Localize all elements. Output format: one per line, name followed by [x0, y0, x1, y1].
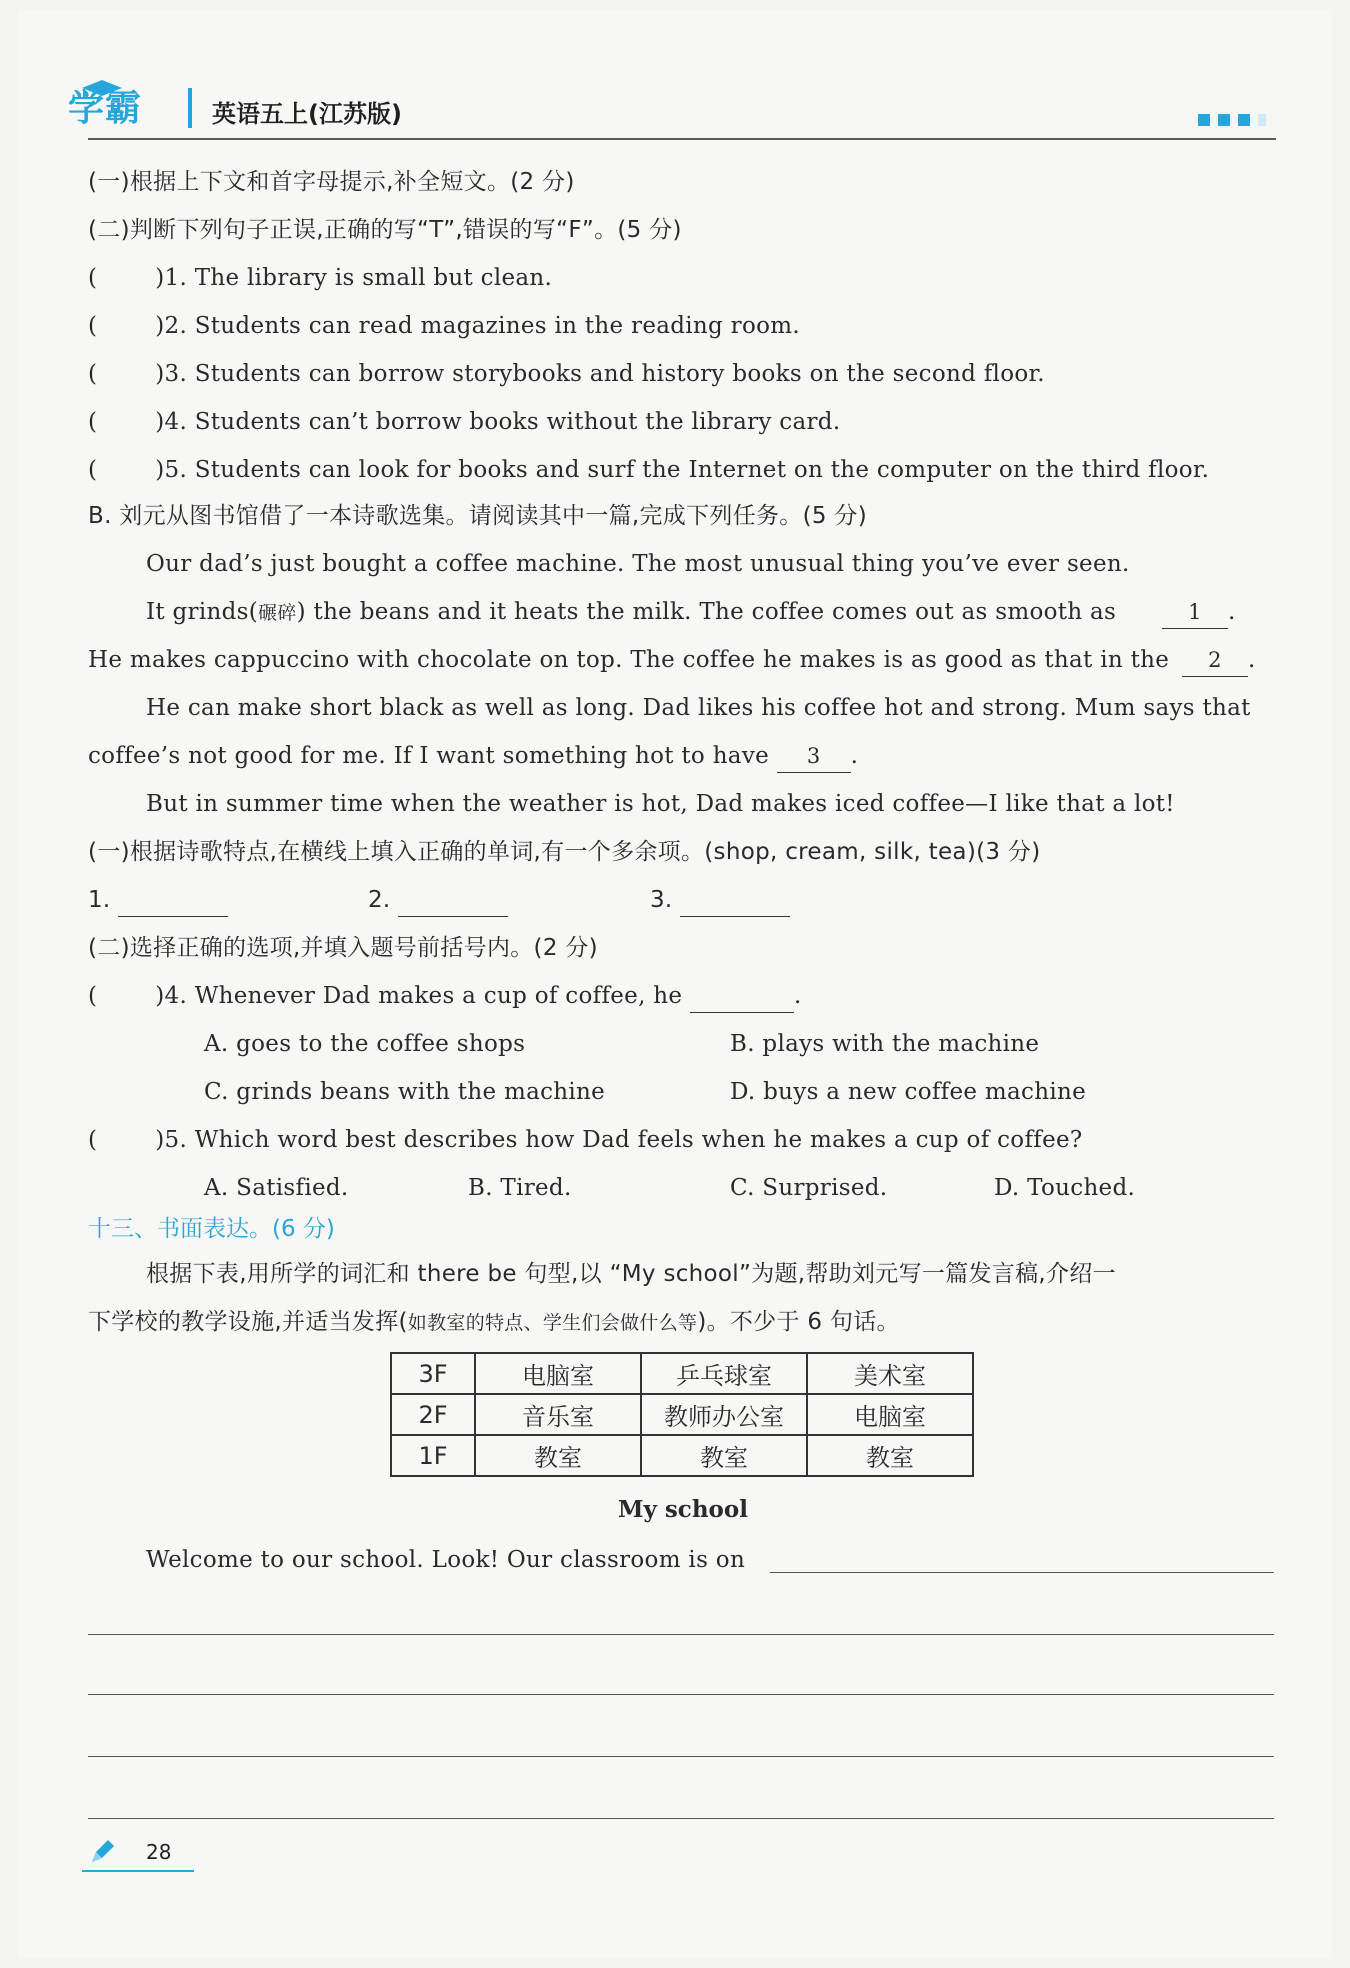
option[interactable]: C. Surprised.	[730, 1175, 888, 1201]
answer-paren[interactable]: (	[88, 313, 98, 339]
option[interactable]: B. plays with the machine	[730, 1031, 1040, 1057]
header-square-3	[1238, 114, 1250, 126]
facilities-table	[390, 1352, 974, 1477]
judge-text: )2. Students can read magazines in the reading room.	[155, 313, 800, 339]
page-number: 28	[146, 1840, 172, 1864]
header	[0, 0, 1350, 150]
option[interactable]: A. goes to the coffee shops	[204, 1031, 526, 1057]
writing-line[interactable]	[88, 1818, 1274, 1819]
writing-instruction: 下学校的教学设施,并适当发挥(如教室的特点、学生们会做什么等)。不少于 6 句话。	[88, 1309, 900, 1335]
instruction-true-false: (二)判断下列句子正误,正确的写“T”,错误的写“F”。(5 分)	[88, 217, 682, 243]
fill-blank-3[interactable]: 3	[777, 740, 851, 773]
answer-line-3[interactable]: 3.	[650, 884, 790, 917]
writing-line[interactable]	[88, 1694, 1274, 1695]
answer-line-1[interactable]: 1.	[88, 884, 228, 917]
question-5: ( )5. Which word best describes how Dad feels when he makes a cup of coffee?	[88, 1127, 1083, 1153]
writing-instruction: 根据下表,用所学的词汇和 there be 句型,以 “My school”为题,帮助刘元写一篇发言稿,介绍一	[146, 1261, 1116, 1287]
fill-blank-2[interactable]: 2 .	[1182, 644, 1256, 677]
option[interactable]: A. Satisfied.	[204, 1175, 349, 1201]
page-number-rule	[82, 1870, 194, 1872]
poem-line: It grinds(碾碎) the beans and it heats the milk. The coffee comes out as smooth as	[146, 599, 1117, 625]
header-square-1	[1198, 114, 1210, 126]
option[interactable]: B. Tired.	[468, 1175, 572, 1201]
gloss: 碾碎	[258, 602, 297, 624]
judge-item	[88, 358, 1045, 390]
answer-paren[interactable]: (	[88, 265, 98, 291]
essay-title: My school	[618, 1496, 748, 1523]
instruction-fill-blanks: (一)根据上下文和首字母提示,补全短文。(2 分)	[88, 169, 575, 195]
answer-paren[interactable]: (	[88, 409, 98, 435]
answer-paren[interactable]: (	[88, 457, 98, 483]
poem-line: He can make short black as well as long. Dad likes his coffee hot and strong. Mum says that	[146, 695, 1251, 721]
answer-line-2[interactable]: 2.	[368, 884, 508, 917]
table-row: 3F 电脑室 乒乓球室 美术室	[391, 1353, 973, 1394]
judge-item	[88, 454, 1209, 486]
poem-line: coffee’s not good for me. If I want something hot to have 3 .	[88, 740, 858, 773]
answer-paren[interactable]: (	[88, 361, 98, 387]
judge-text: )5. Students can look for books and surf the Internet on the computer on the third floor.	[155, 457, 1210, 483]
logo-divider	[188, 88, 192, 128]
header-square-2	[1218, 114, 1230, 126]
essay-start: Welcome to our school. Look! Our classroom is on	[146, 1547, 746, 1573]
poem-line: Our dad’s just bought a coffee machine. The most unusual thing you’ve ever seen.	[146, 551, 1130, 577]
judge-item	[88, 310, 800, 342]
part-b-intro: B. 刘元从图书馆借了一本诗歌选集。请阅读其中一篇,完成下列任务。(5 分)	[88, 503, 868, 529]
task1-instruction: (一)根据诗歌特点,在横线上填入正确的单词,有一个多余项。(shop, cream, silk, tea)(3 分)	[88, 839, 1041, 865]
writing-line[interactable]	[88, 1756, 1274, 1757]
task2-instruction: (二)选择正确的选项,并填入题号前括号内。(2 分)	[88, 935, 598, 961]
judge-item	[88, 406, 840, 438]
table-row: 2F 音乐室 教师办公室 电脑室	[391, 1394, 973, 1435]
pencil-icon	[88, 1838, 116, 1866]
judge-item	[88, 262, 552, 294]
judge-text: )4. Students can’t borrow books without the library card.	[155, 409, 841, 435]
table-row: 1F 教室 教室 教室	[391, 1435, 973, 1476]
writing-line[interactable]	[88, 1634, 1274, 1635]
q4-blank[interactable]	[690, 980, 794, 1013]
judge-text: )3. Students can borrow storybooks and history books on the second floor.	[155, 361, 1045, 387]
fill-blank-1[interactable]: 1 .	[1162, 596, 1236, 629]
writing-line[interactable]	[770, 1572, 1274, 1573]
book-title: 英语五上(江苏版)	[212, 100, 402, 128]
judge-text: )1. The library is small but clean.	[155, 265, 553, 291]
option[interactable]: D. buys a new coffee machine	[730, 1079, 1087, 1105]
section-title: 十三、书面表达。(6 分)	[88, 1216, 335, 1242]
brand-logo: 学霸	[68, 88, 143, 129]
answer-paren[interactable]: (	[88, 983, 98, 1009]
option[interactable]: C. grinds beans with the machine	[204, 1079, 606, 1105]
answer-paren[interactable]: (	[88, 1127, 98, 1153]
option[interactable]: D. Touched.	[994, 1175, 1136, 1201]
header-square-4	[1258, 114, 1266, 126]
poem-line: But in summer time when the weather is hot, Dad makes iced coffee—I like that a lot!	[146, 791, 1175, 817]
question-4: ( )4. Whenever Dad makes a cup of coffee, he .	[88, 980, 802, 1013]
poem-line: He makes cappuccino with chocolate on top. The coffee he makes is as good as that in the	[88, 647, 1170, 673]
header-rule	[88, 138, 1276, 140]
